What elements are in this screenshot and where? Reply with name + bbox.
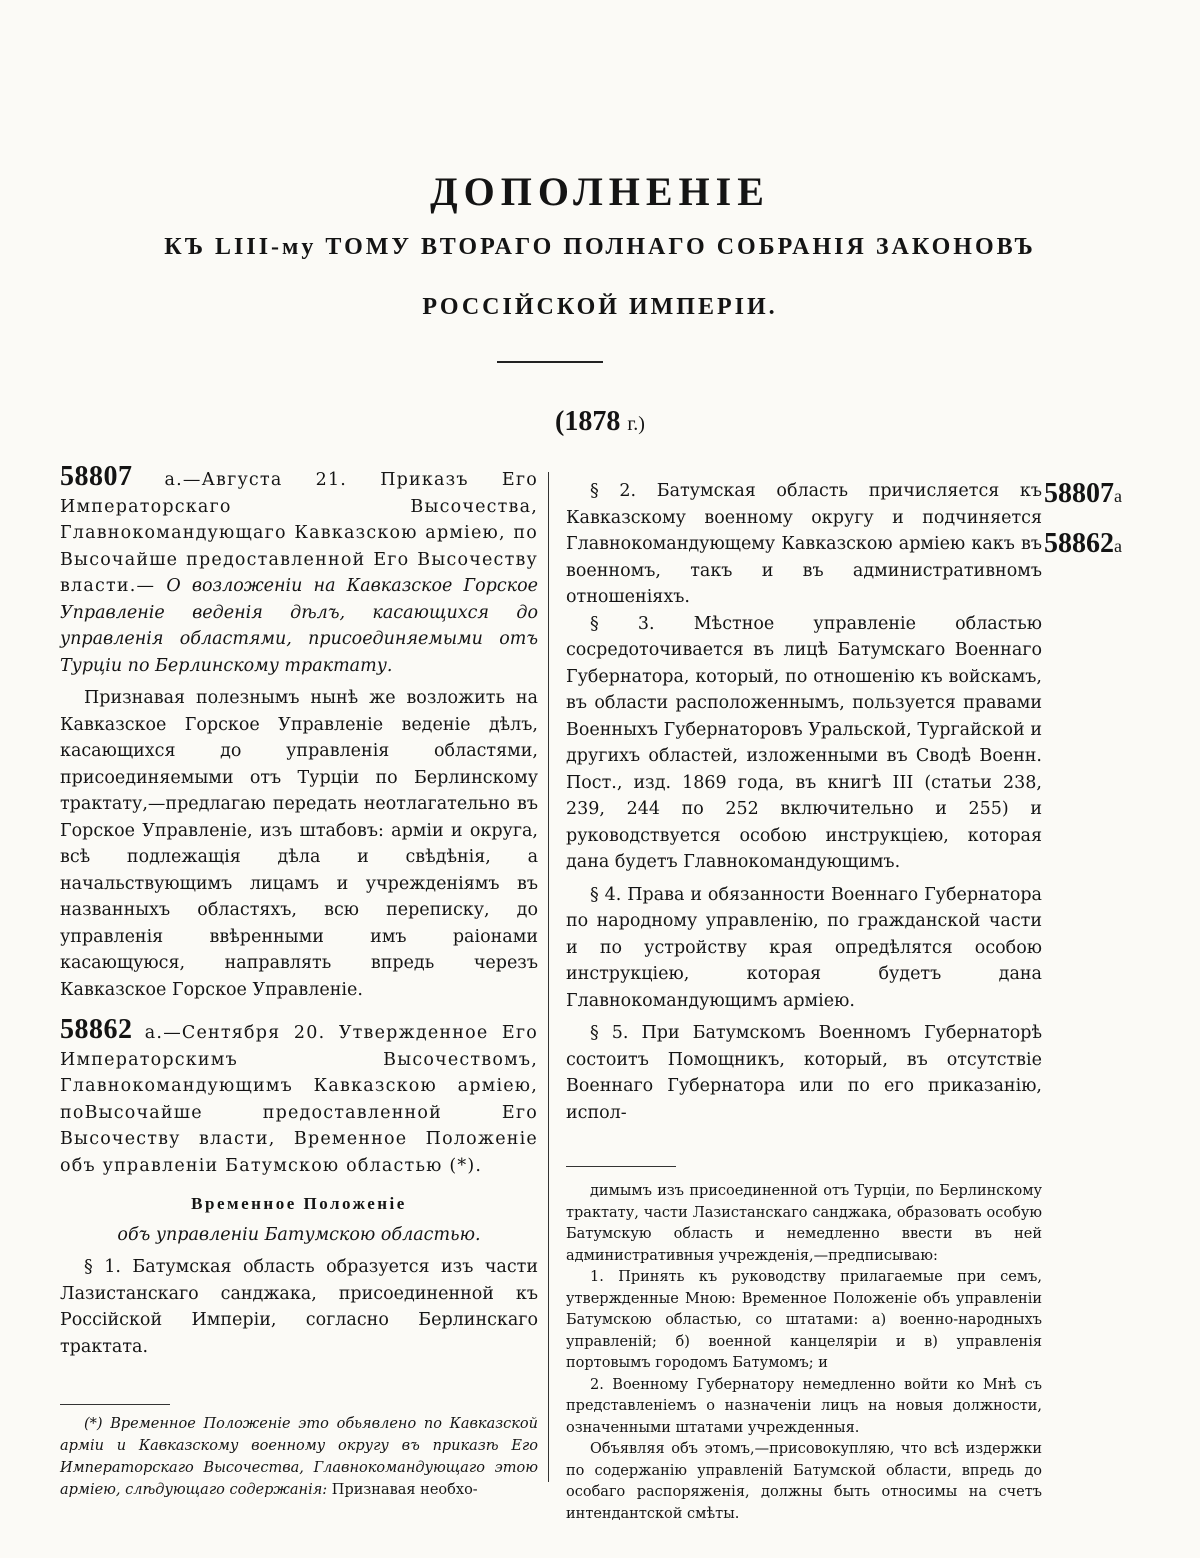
margin-number: 58807 — [1044, 478, 1114, 509]
footnote-final: Объявляя объ этомъ,—присовокупляю, что всѣ издержки по содержанію управленій Батумской области, впредь до особаго распоряженія, должны быть относимы на счетъ интендантской смѣты. — [566, 1441, 1042, 1522]
margin-number-58807 — [1044, 478, 1122, 510]
title-divider — [497, 361, 603, 363]
entry-number: 58807 — [60, 461, 133, 492]
page-subtitle-line1: КЪ LIII-му ТОМУ ВТОРАГО ПОЛНАГО СОБРАНІЯ ЗАКОНОВЪ — [164, 234, 1036, 260]
column-divider — [548, 472, 549, 1482]
footnote — [60, 1413, 538, 1501]
right-column — [566, 478, 1042, 1525]
footnote-text: Признавая необхо- — [327, 1482, 478, 1498]
entry-number: 58862 — [60, 1014, 133, 1045]
page-title: ДОПОЛНЕНІЕ — [430, 169, 770, 214]
entry-heading-text: а.—Августа 21. Приказъ Его Императорскаго Высочества, Главнокомандующаго Кавказскою арміею, по Высочайше предоставленной Его Высочеству власти.— — [60, 470, 538, 596]
section-heading: Временное Положеніе — [191, 1194, 407, 1213]
footnote-divider — [566, 1166, 676, 1167]
entry-58807-heading — [60, 461, 538, 679]
margin-number: 58862 — [1044, 528, 1114, 559]
section-subheading: объ управленіи Батумскою областью. — [117, 1224, 481, 1245]
paragraph-1: § 1. Батумская область образуется изъ части Лазистанскаго санджака, присоединенной къ Россійской Имперіи, согласно Берлинскаго трактата. — [60, 1257, 538, 1357]
paragraph-2: § 2. Батумская область причисляется къ Кавказскому военному округу и подчиняется Главнокомандующему Кавказскою арміею какъ въ военномъ, такъ и въ административномъ отношеніяхъ. — [566, 481, 1042, 607]
year-suffix: г.) — [627, 413, 645, 435]
paragraph-3: § 3. Мѣстное управленіе областью сосредоточивается въ лицѣ Батумскаго Военнаго Губернатора, который, по отношенію къ войскамъ, въ области расположеннымъ, пользуется правами Военныхъ Губернаторовъ Уральской, Тургайской и другихъ областей, изложенными въ Сводѣ Военн. Пост., изд. 1869 года, въ книгѣ III (статьи 238, 239, 244 по 252 включительно и 255) и руководствуется особою инструкціею, которая дана будетъ Главнокомандующимъ. — [566, 613, 1042, 872]
margin-number-suffix: а — [1114, 536, 1122, 556]
paragraph-4: § 4. Права и обязанности Военнаго Губернатора по народному управленію, по гражданской части и по устройству края опредѣлятся особою инструкціею, которая будетъ дана Главнокомандующимъ арміею. — [566, 884, 1042, 1011]
year-heading — [0, 406, 1200, 438]
footnote-italic: (*) Временное Положеніе это обьявлено по Кавказской арміи и Кавказскому военному округу въ приказѣ Его Императорскаго Высочества, Главнокомандующаго этою арміею, слѣдующаго содержанія: — [60, 1416, 538, 1498]
footnote-item-2: 2. Военному Губернатору немедленно войти ко Мнѣ съ представленіемъ о назначеніи лицъ на новыя должности, означенными штатами учрежденныя. — [566, 1376, 1042, 1436]
footnote-continued: димымъ изъ присоединенной отъ Турціи, по Берлинскому трактату, части Лазистанскаго санджака, образовать особую Батумскую область и немедленно ввести въ ней административныя учрежденія,—предписываю: — [566, 1183, 1042, 1264]
margin-number-58862 — [1044, 528, 1122, 560]
year-value: (1878 — [555, 406, 621, 437]
page-subtitle-line2: РОССІЙСКОЙ ИМПЕРІИ. — [422, 294, 778, 320]
entry-subject: О возложеніи на Кавказское Горское Управленіе веденія дѣлъ, касающихся до управленія областями, присоединяемыми отъ Турціи по Берлинскому трактату. — [60, 576, 538, 676]
footnote-item-1: 1. Принять къ руководству прилагаемые при семъ, утвержденные Мною: Временное Положеніе объ управленіи Батумскою областью, со штатами: а) военно-народныхъ управленій; б) военной канцеляріи и в) управленія портовымъ городомъ Батумомъ; и — [566, 1269, 1042, 1371]
entry-58862-heading — [60, 1014, 538, 1179]
entry-58807-body: Признавая полезнымъ нынѣ же возложить на Кавказское Горское Управленіе веденіе дѣлъ, касающихся до управленія областями, присоединяемыми отъ Турціи по Берлинскому трактату,—предлагаю передать неотлагательно въ Горское Управленіе, изъ штабовъ: арміи и округа, всѣ подлежащія дѣла и свѣдѣнія, а начальствующимъ лицамъ и учрежденіямъ въ названныхъ областяхъ, всю переписку, до управленія ввѣренными имъ раіонами касающуюся, направлять впредь черезъ Кавказское Горское Управленіе. — [60, 688, 538, 1000]
margin-number-suffix: а — [1114, 486, 1122, 506]
footnote-divider — [60, 1404, 170, 1405]
paragraph-5: § 5. При Батумскомъ Военномъ Губернаторѣ состоитъ Помощникъ, который, въ отсутствіе Военнаго Губернатора или по его приказанію, испол- — [566, 1023, 1042, 1123]
left-column — [60, 461, 538, 1501]
entry-heading-text: а.—Сентября 20. Утвержденное Его Императорскимъ Высочествомъ, Главнокомандующимъ Кавказскою арміею, поВысочайше предоставленной Его Высочеству власти, Временное Положеніе объ управленіи Батумскою областью (*). — [60, 1023, 538, 1176]
